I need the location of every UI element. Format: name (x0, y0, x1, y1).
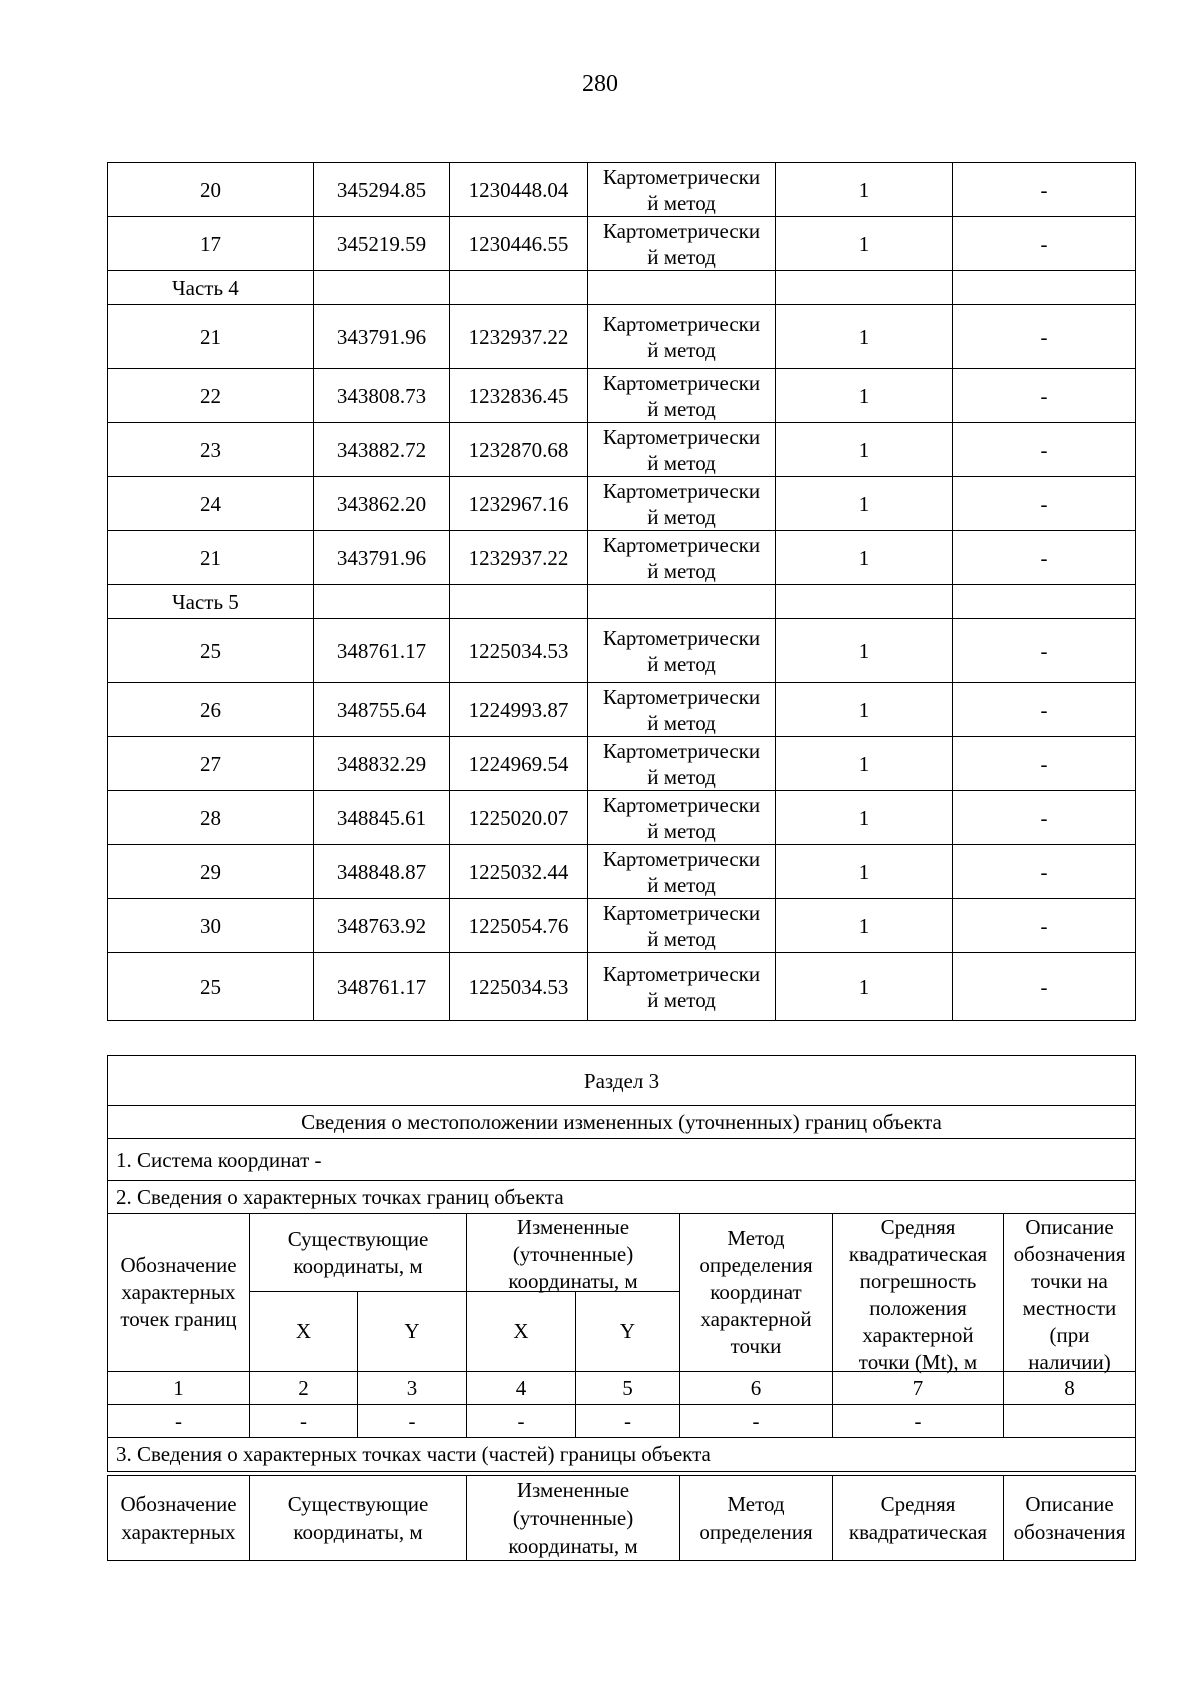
point-description: - (953, 683, 1136, 737)
header-description: Описание обозначения (1004, 1476, 1136, 1561)
table-row (108, 953, 1136, 1021)
table-row (108, 423, 1136, 477)
section3-header-table (107, 1055, 1136, 1214)
method-cell: Картометрически й метод (588, 305, 776, 369)
empty-cell (953, 585, 1136, 619)
mean-square-error: 1 (776, 217, 953, 271)
table-row (108, 305, 1136, 369)
method-cell: Картометрически й метод (588, 845, 776, 899)
point-description: - (953, 737, 1136, 791)
empty-value (1004, 1405, 1136, 1438)
table-row (108, 791, 1136, 845)
method-cell: Картометрически й метод (588, 899, 776, 953)
point-number: 25 (108, 619, 314, 683)
coord-y: 1232937.22 (450, 305, 588, 369)
coord-x: 348848.87 (314, 845, 450, 899)
point-description: - (953, 531, 1136, 585)
mean-square-error: 1 (776, 619, 953, 683)
empty-cell (450, 585, 588, 619)
section-subtitle: Сведения о местоположении измененных (уточненных) границ объекта (108, 1106, 1136, 1139)
empty-cell (588, 585, 776, 619)
table-row (108, 163, 1136, 217)
point-description: - (953, 899, 1136, 953)
method-cell: Картометрически й метод (588, 369, 776, 423)
method-cell: Картометрически й метод (588, 791, 776, 845)
characteristic-points-item: 2. Сведения о характерных точках границ объекта (108, 1181, 1136, 1214)
point-description: - (953, 477, 1136, 531)
coord-y: 1225034.53 (450, 619, 588, 683)
column-numbers-row (108, 1372, 1136, 1405)
part-label: Часть 5 (108, 585, 314, 619)
empty-value: - (680, 1405, 833, 1438)
point-number: 21 (108, 305, 314, 369)
mean-square-error: 1 (776, 683, 953, 737)
coord-x: 343862.20 (314, 477, 450, 531)
mean-square-error: 1 (776, 163, 953, 217)
column-number: 3 (358, 1372, 467, 1405)
coord-y: 1225034.53 (450, 953, 588, 1021)
empty-cell (588, 271, 776, 305)
table-row (108, 531, 1136, 585)
section-title: Раздел 3 (108, 1056, 1136, 1106)
table-row (108, 477, 1136, 531)
empty-cell (776, 585, 953, 619)
mean-square-error: 1 (776, 953, 953, 1021)
coord-y: 1232870.68 (450, 423, 588, 477)
coord-x: 348832.29 (314, 737, 450, 791)
header-changed-y: Y (576, 1292, 680, 1372)
point-number: 23 (108, 423, 314, 477)
page-number: 280 (582, 71, 618, 97)
coord-x: 348845.61 (314, 791, 450, 845)
mean-square-error: 1 (776, 737, 953, 791)
part-boundaries-table (107, 1475, 1136, 1561)
part-header-row (108, 585, 1136, 619)
table-row (108, 369, 1136, 423)
coord-x: 343808.73 (314, 369, 450, 423)
column-number: 4 (467, 1372, 576, 1405)
method-cell: Картометрически й метод (588, 683, 776, 737)
part-label: Часть 4 (108, 271, 314, 305)
point-description: - (953, 217, 1136, 271)
coord-x: 345219.59 (314, 217, 450, 271)
empty-data-row (108, 1405, 1136, 1438)
point-description: - (953, 423, 1136, 477)
point-description: - (953, 369, 1136, 423)
coord-x: 343791.96 (314, 305, 450, 369)
header-designation: Обозначение характерных (108, 1476, 250, 1561)
point-number: 22 (108, 369, 314, 423)
coord-x: 348755.64 (314, 683, 450, 737)
point-number: 27 (108, 737, 314, 791)
header-designation: Обозначение характерных точек границ (108, 1214, 250, 1372)
method-cell: Картометрически й метод (588, 163, 776, 217)
coord-y: 1224969.54 (450, 737, 588, 791)
header-existing-coords: Существующие координаты, м (250, 1214, 467, 1292)
method-cell: Картометрически й метод (588, 737, 776, 791)
method-cell: Картометрически й метод (588, 531, 776, 585)
mean-square-error: 1 (776, 369, 953, 423)
coord-x: 343791.96 (314, 531, 450, 585)
part-header-row (108, 271, 1136, 305)
coord-y: 1232967.16 (450, 477, 588, 531)
column-number: 2 (250, 1372, 358, 1405)
point-number: 24 (108, 477, 314, 531)
header-existing-coords: Существующие координаты, м (250, 1476, 467, 1561)
empty-value: - (358, 1405, 467, 1438)
point-number: 21 (108, 531, 314, 585)
column-number: 8 (1004, 1372, 1136, 1405)
point-number: 28 (108, 791, 314, 845)
header-changed-coords: Измененные (уточненные) координаты, м (467, 1214, 680, 1292)
point-number: 17 (108, 217, 314, 271)
mean-square-error: 1 (776, 899, 953, 953)
empty-value: - (833, 1405, 1004, 1438)
empty-cell (450, 271, 588, 305)
point-description: - (953, 845, 1136, 899)
coord-y: 1230446.55 (450, 217, 588, 271)
coord-y: 1225054.76 (450, 899, 588, 953)
boundary-points-table (107, 162, 1136, 1021)
table-row (108, 217, 1136, 271)
coord-y: 1225032.44 (450, 845, 588, 899)
method-cell: Картометрически й метод (588, 953, 776, 1021)
header-changed-x: X (467, 1292, 576, 1372)
coord-x: 343882.72 (314, 423, 450, 477)
point-number: 26 (108, 683, 314, 737)
point-number: 30 (108, 899, 314, 953)
empty-cell (776, 271, 953, 305)
table-row (108, 845, 1136, 899)
method-cell: Картометрически й метод (588, 217, 776, 271)
coord-y: 1225020.07 (450, 791, 588, 845)
empty-cell (314, 271, 450, 305)
column-number: 7 (833, 1372, 1004, 1405)
mean-square-error: 1 (776, 305, 953, 369)
coord-x: 348763.92 (314, 899, 450, 953)
header-existing-y: Y (358, 1292, 467, 1372)
coord-x: 348761.17 (314, 953, 450, 1021)
part-points-item: 3. Сведения о характерных точках части (частей) границы объекта (108, 1438, 1136, 1472)
coord-x: 345294.85 (314, 163, 450, 217)
point-number: 29 (108, 845, 314, 899)
header-mean-square-error: Средняя квадратическая (833, 1476, 1004, 1561)
table-row (108, 899, 1136, 953)
empty-value: - (108, 1405, 250, 1438)
header-description: Описание обозначения точки на местности (при наличии) (1004, 1214, 1136, 1372)
header-method: Метод определения координат характерной точки (680, 1214, 833, 1372)
header-method: Метод определения (680, 1476, 833, 1561)
point-number: 25 (108, 953, 314, 1021)
point-description: - (953, 619, 1136, 683)
empty-value: - (467, 1405, 576, 1438)
header-mean-square-error: Средняя квадратическая погрешность положения характерной точки (Mt), м (833, 1214, 1004, 1372)
method-cell: Картометрически й метод (588, 423, 776, 477)
coord-y: 1232937.22 (450, 531, 588, 585)
changed-boundaries-table (107, 1213, 1136, 1472)
point-description: - (953, 953, 1136, 1021)
mean-square-error: 1 (776, 477, 953, 531)
mean-square-error: 1 (776, 791, 953, 845)
point-description: - (953, 791, 1136, 845)
table-row (108, 737, 1136, 791)
empty-cell (953, 271, 1136, 305)
mean-square-error: 1 (776, 845, 953, 899)
table-row (108, 619, 1136, 683)
column-number: 5 (576, 1372, 680, 1405)
point-number: 20 (108, 163, 314, 217)
coord-x: 348761.17 (314, 619, 450, 683)
point-description: - (953, 305, 1136, 369)
empty-cell (314, 585, 450, 619)
coord-y: 1230448.04 (450, 163, 588, 217)
empty-value: - (250, 1405, 358, 1438)
coord-y: 1232836.45 (450, 369, 588, 423)
method-cell: Картометрически й метод (588, 619, 776, 683)
method-cell: Картометрически й метод (588, 477, 776, 531)
header-existing-x: X (250, 1292, 358, 1372)
mean-square-error: 1 (776, 531, 953, 585)
mean-square-error: 1 (776, 423, 953, 477)
column-number: 1 (108, 1372, 250, 1405)
coord-y: 1224993.87 (450, 683, 588, 737)
empty-value: - (576, 1405, 680, 1438)
coordinate-system-item: 1. Система координат - (108, 1139, 1136, 1181)
table-row (108, 683, 1136, 737)
column-number: 6 (680, 1372, 833, 1405)
header-changed-coords: Измененные (уточненные) координаты, м (467, 1476, 680, 1561)
point-description: - (953, 163, 1136, 217)
